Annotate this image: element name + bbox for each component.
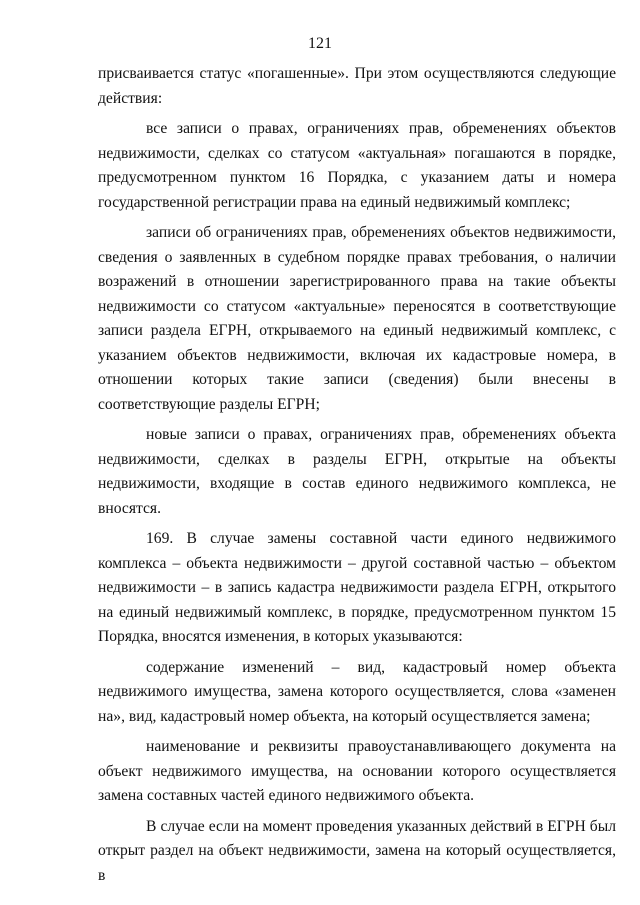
- page-number: 121: [308, 35, 332, 52]
- paragraph-change-content: содержание изменений – вид, кадастровый номер объекта недвижимого имущества, замена которого осуществляется, слова «заменен на», вид, кадастровый номер объекта, на который осуществляется замена;: [98, 658, 616, 725]
- document-body: [98, 62, 616, 894]
- paragraph-restrictions-records: записи об ограничениях прав, обременениях объектов недвижимости, сведения о заявленных в судебном порядке правах требования, о наличии возражений в отношении зарегистрированного права на такие объекты недвижимости со статусом «актуальные» переносятся в соответствующие записи раздела ЕГРН, открываемого на единый недвижимый комплекс, с указанием объектов недвижимости, включая их кадастровые номера, в отношении которых такие записи (сведения) были внесены в соответствующие разделы ЕГРН;: [98, 224, 616, 413]
- paragraph-new-records: новые записи о правах, ограничениях прав, обременениях объекта недвижимости, сделках в разделы ЕГРН, открытые на объекты недвижимости, входящие в состав единого недвижимого комплекса, не вносятся.: [98, 426, 616, 517]
- paragraph-document-details: наименование и реквизиты правоустанавливающего документа на объект недвижимого имущества, на основании которого осуществляется замена составных частей единого недвижимого объекта.: [98, 738, 616, 804]
- paragraph-section-opened: В случае если на момент проведения указанных действий в ЕГРН был открыт раздел на объект недвижимости, замена на который осуществляется, в: [98, 817, 616, 884]
- paragraph-item-169: 169. В случае замены составной части единого недвижимого комплекса – объекта недвижимости – другой составной частью – объектом недвижимости – в запись кадастра недвижимости раздела ЕГРН, открытого на единый недвижимый комплекс, в порядке, предусмотренном пунктом 15 Порядка, вносятся изменения, в которых указываются:: [98, 530, 616, 645]
- paragraph-rights-records: все записи о правах, ограничениях прав, обременениях объектов недвижимости, сделках со статусом «актуальная» погашаются в порядке, предусмотренном пунктом 16 Порядка, с указанием даты и номера государственной регистрации права на единый недвижимый комплекс;: [98, 120, 616, 211]
- paragraph-continuation: присваивается статус «погашенные». При этом осуществляются следующие действия:: [98, 65, 616, 107]
